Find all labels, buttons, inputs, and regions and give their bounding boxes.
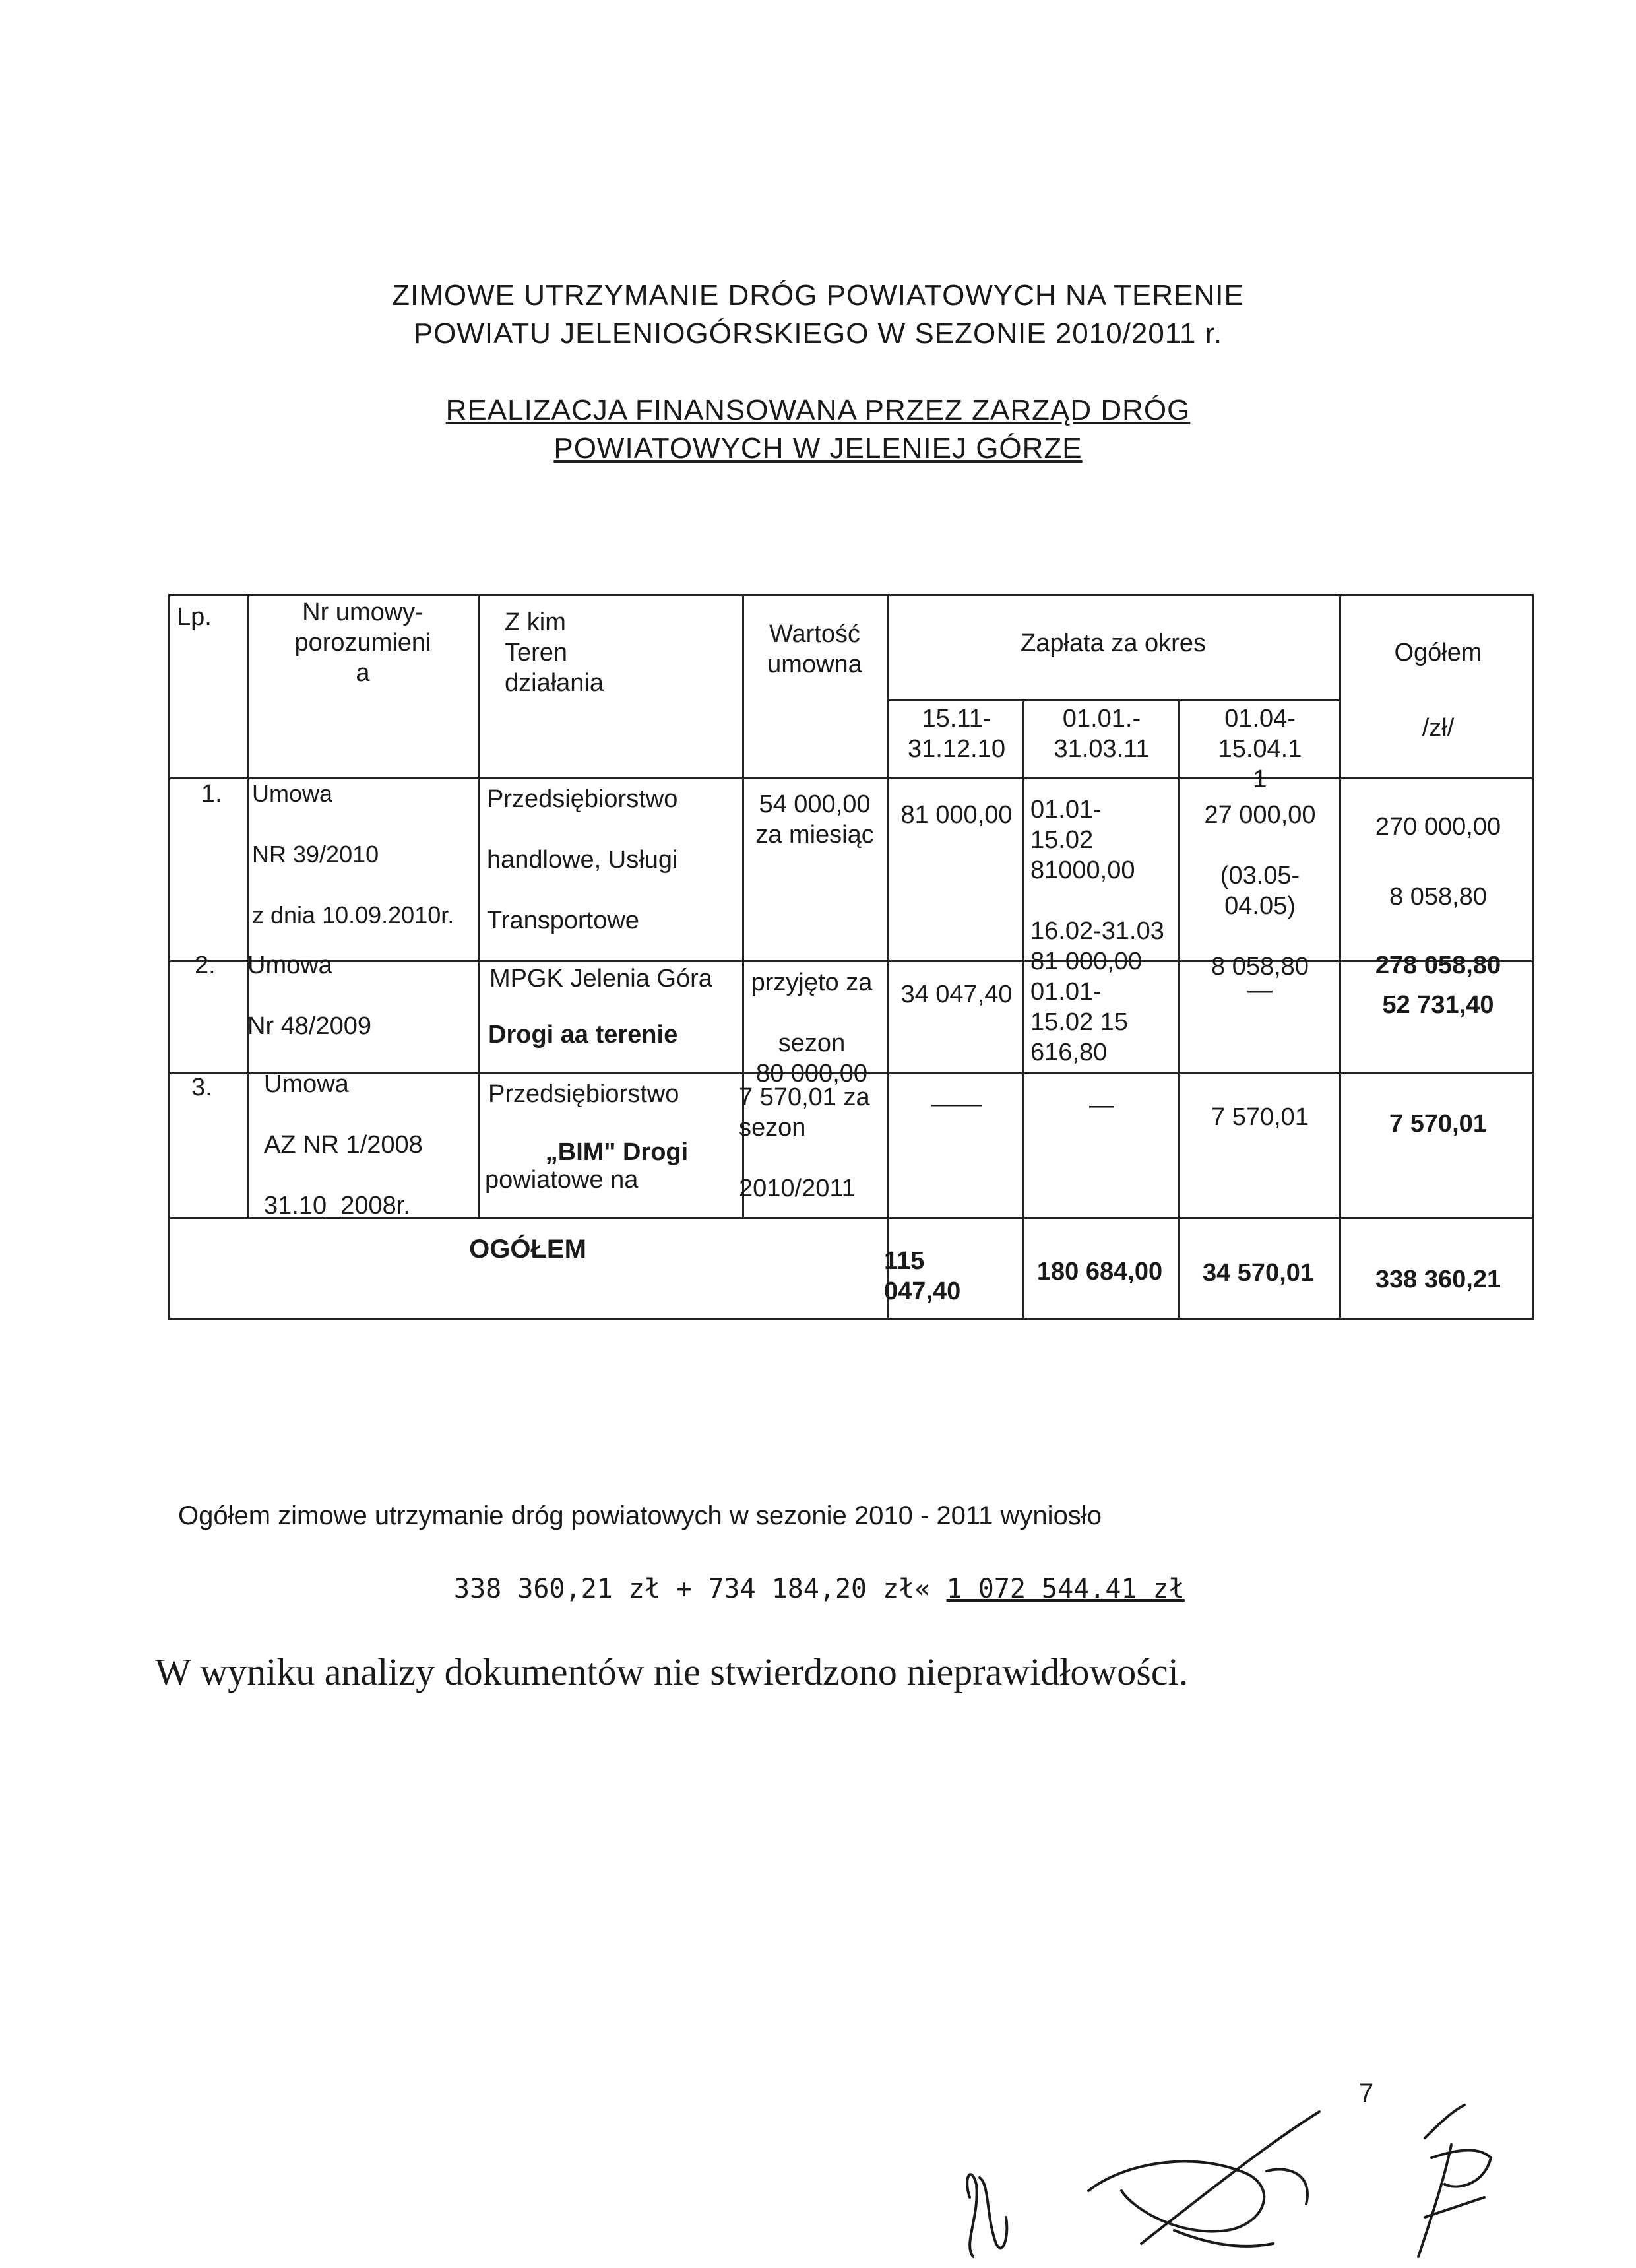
row3-wartosc: 7 570,01 za sezon 2010/2011 <box>739 1084 870 1202</box>
signature-3 <box>1418 2105 1491 2257</box>
document-title-line-1: ZIMOWE UTRZYMANIE DRÓG POWIATOWYCH NA TERENIE <box>392 279 1244 311</box>
table-divider <box>478 594 480 1217</box>
row1-ogolem-1: 270 000,00 <box>1375 813 1501 841</box>
table-divider <box>247 594 249 1217</box>
conclusion-text: W wyniku analizy dokumentów nie stwierdzono nieprawidłowości. <box>155 1650 1189 1693</box>
header-ogolem: Ogółem <box>1394 639 1482 666</box>
header-nr-umowy: Nr umowy- porozumieni a <box>294 599 431 687</box>
row2-z-kim-2: Drogi aa terenie <box>488 1021 678 1049</box>
totals-okres-1: 115 047,40 <box>884 1247 961 1305</box>
row2-ogolem: 52 731,40 <box>1382 991 1494 1019</box>
row2-wartosc: przyjęto za sezon 80 000,00 <box>751 969 873 1087</box>
table-divider <box>887 699 1339 701</box>
row3-z-kim-2: „BIM" Drogi <box>545 1138 689 1166</box>
row3-okres-1: —— <box>931 1090 982 1118</box>
header-zaplata: Zapłata za okres <box>1021 630 1206 657</box>
signature-1 <box>967 2174 1007 2257</box>
summary-calculation-expression: 338 360,21 zł + 734 184,20 zł« <box>454 1574 931 1604</box>
row1-lp: 1. <box>201 780 222 808</box>
page-number: 7 <box>1359 2079 1374 2108</box>
header-z-kim: Z kim Teren działania <box>505 608 604 697</box>
row1-okres-2: 01.01- 15.02 81000,00 16.02-31.03 81 000,00 <box>1030 796 1164 975</box>
header-wartosc: Wartość umowna <box>767 620 862 678</box>
header-okres-2: 01.01.- 31.03.11 <box>1054 705 1150 763</box>
row3-lp: 3. <box>191 1074 212 1101</box>
summary-calculation <box>454 1574 1185 1604</box>
row2-okres-3: — <box>1247 977 1273 1004</box>
document-subtitle-line-2: POWIATOWYCH W JELENIEJ GÓRZE <box>553 432 1083 465</box>
table-divider <box>1339 594 1341 1320</box>
row1-z-kim: Przedsiębiorstwo handlowe, Usługi Transportowe <box>487 785 678 934</box>
row1-nr: Umowa NR 39/2010 z dnia 10.09.2010r. <box>252 780 455 928</box>
row1-ogolem-2: 8 058,80 <box>1389 883 1487 911</box>
row3-ogolem: 7 570,01 <box>1389 1110 1487 1138</box>
header-okres-3: 01.04- 15.04.1 1 <box>1218 705 1302 793</box>
row3-okres-3: 7 570,01 <box>1211 1103 1309 1131</box>
document-title-line-2: POWIATU JELENIOGÓRSKIEGO W SEZONIE 2010/2011 r. <box>413 317 1223 350</box>
totals-ogolem: 338 360,21 <box>1375 1266 1501 1293</box>
summary-total: 1 072 544.41 zł <box>946 1574 1185 1604</box>
totals-label: OGÓŁEM <box>469 1235 586 1264</box>
row2-okres-2: 01.01- 15.02 15 616,80 <box>1030 978 1128 1066</box>
header-unit: /zł/ <box>1422 714 1455 742</box>
signatures <box>924 2046 1530 2263</box>
totals-okres-3: 34 570,01 <box>1202 1259 1315 1287</box>
row1-okres-3: 27 000,00 (03.05- 04.05) 8 058,80 <box>1204 801 1316 981</box>
row1-wartosc: 54 000,00 za miesiąc <box>755 791 874 849</box>
row3-z-kim-1: Przedsiębiorstwo <box>488 1080 679 1108</box>
header-lp: Lp. <box>177 603 212 631</box>
summary-text: Ogółem zimowe utrzymanie dróg powiatowych w sezonie 2010 - 2011 wyniosło <box>178 1501 1102 1530</box>
row2-lp: 2. <box>195 952 216 979</box>
header-okres-1: 15.11- 31.12.10 <box>908 705 1005 763</box>
row2-okres-1: 34 047,40 <box>900 981 1013 1008</box>
row2-z-kim-1: MPGK Jelenia Góra <box>489 965 712 992</box>
table-divider <box>887 594 889 1320</box>
document-subtitle-line-1: REALIZACJA FINANSOWANA PRZEZ ZARZĄD DRÓG <box>445 394 1191 426</box>
totals-okres-2: 180 684,00 <box>1036 1258 1163 1285</box>
row2-nr: Umowa Nr 48/2009 <box>247 952 372 1040</box>
row3-nr: Umowa AZ NR 1/2008 31.10_2008r. <box>264 1070 423 1219</box>
table-divider <box>1022 699 1024 1320</box>
row3-z-kim-3: powiatowe na <box>485 1166 639 1194</box>
row1-ogolem-total: 278 058,80 <box>1375 952 1501 979</box>
signature-2 <box>1088 2112 1319 2246</box>
row1-okres-1: 81 000,00 <box>900 801 1013 829</box>
table-divider <box>1178 699 1180 1320</box>
row3-okres-2: — <box>1089 1091 1114 1119</box>
